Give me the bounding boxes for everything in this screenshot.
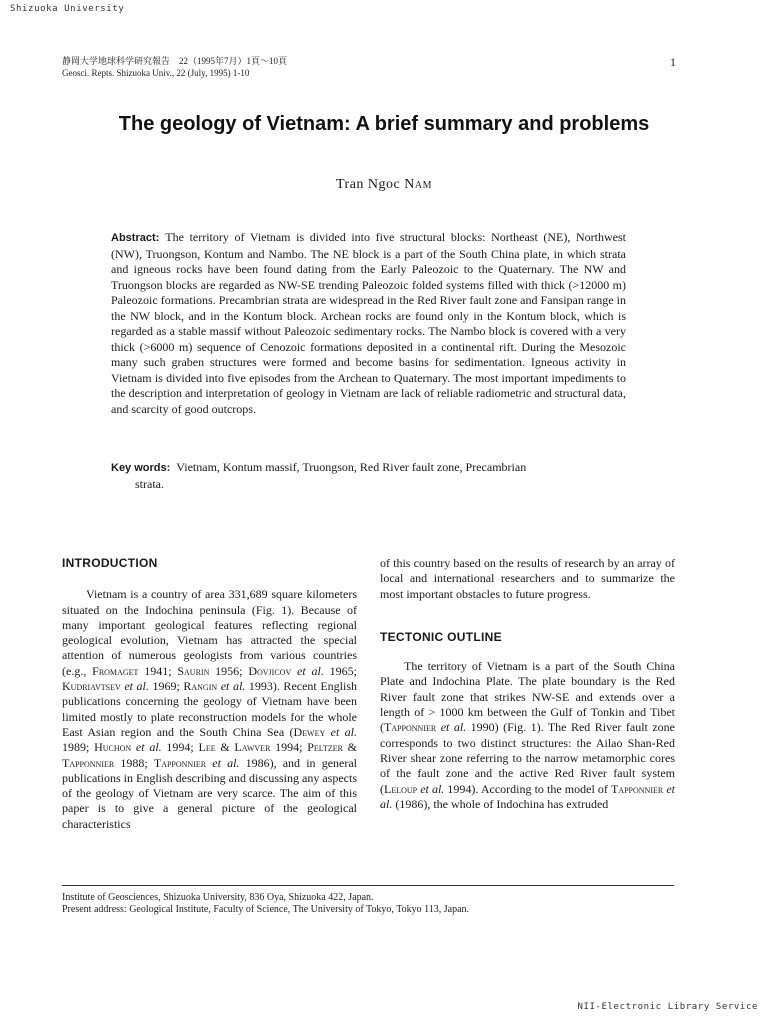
keywords-line1: Vietnam, Kontum massif, Truongson, Red River fault zone, Precambrian: [176, 460, 527, 474]
right-column: [380, 556, 675, 812]
cite-author: Kudriavtsev: [62, 679, 121, 694]
intro-text: 1988;: [114, 755, 154, 770]
footnote-present-address: Present address: Geological Institute, Faculty of Science, The University of Tokyo, Tokyo 113, Japan.: [62, 903, 470, 915]
tectonic-text: (1986), the whole of Indochina has extruded: [392, 796, 609, 811]
cite-author: Tapponnier: [384, 720, 437, 735]
page-number: 1: [670, 55, 676, 69]
et-al: et al.: [291, 663, 324, 678]
tectonic-text: 1994). According to the model of: [444, 781, 611, 796]
cite-author: Rangin: [183, 679, 218, 694]
cite-author: Huchon: [94, 740, 132, 755]
tectonic-outline-heading: TECTONIC OUTLINE: [380, 629, 502, 644]
watermark-bottom: NII-Electronic Library Service: [577, 1002, 758, 1012]
cite-author: Peltzer & Tapponnier: [62, 740, 357, 770]
intro-text: 1969;: [148, 679, 184, 694]
watermark-top: Shizuoka University: [10, 4, 125, 14]
abstract-text: The territory of Vietnam is divided into five structural blocks: Northeast (NE), Northwest (NW), Truongson, Kontum and Nambo. The NE block is a part of the South China plate, in which strata and igneous rocks have been found dating from the Early Paleozoic to the Quaternary. The NW and Truongson blocks are regarded as NW-SE trending Paleozoic folded systems filled with thick (>12000 m) Paleozoic formations. Precambrian strata are widespread in the Red River fault zone and Fansipan range in the NW block, and in the Kontum block. Archean rocks are found only in the Kontum block, which is regarded as a stable massif without Paleozoic sedimentary rocks. The Nambo block is covered with a very thick (>6000 m) sequence of Cenozoic formations deposited in a continental rift. During the Mesozoic many such graben structures were formed and become basins for sedimentation. Igneous activity in Vietnam is divided into five episodes from the Archean to Quaternary. The most important impediments to the description and interpretation of geology in Vietnam are lack of reliable radiometric and structural data, and scarcity of good outcrops.: [111, 230, 626, 416]
citation-english: Geosci. Repts. Shizuoka Univ., 22 (July, 1995) 1-10: [62, 68, 250, 78]
et-al: et al.: [417, 781, 445, 796]
cite-author: Dovjicov: [248, 663, 292, 678]
author-given-name: Tran Ngoc: [336, 177, 401, 192]
tectonic-text: The territory of Vietnam is a part of the South China Plate and Indochina Plate. The plate boundary is the Red River fault zone that strikes NW-SE and extends over a length of > 1000 km between the Gulf of Tonkin and Tibet (: [380, 659, 675, 735]
cite-author: Fromaget: [92, 663, 139, 678]
intro-text: 1994;: [270, 740, 308, 755]
cite-author: Tapponnier: [153, 755, 207, 770]
keywords-line2: strata.: [135, 476, 164, 491]
keywords-label: Key words:: [111, 462, 171, 474]
cite-author: Saurin: [177, 663, 210, 678]
abstract: [111, 230, 626, 417]
continued-paragraph: of this country based on the results of research by an array of local and international researchers and to summarize the most important obstacles to future progress.: [380, 556, 675, 601]
author-family-name: Nam: [404, 177, 432, 192]
et-al: et al.: [325, 724, 357, 739]
intro-text: 1993). Recent English publications concerning the geology of Vietnam have been limited mostly to plate reconstruction models for the whole East Asian region and the South China Sea (: [62, 679, 357, 739]
left-column: [62, 556, 357, 832]
cite-author: Leloup: [384, 781, 418, 796]
cite-author: Dewey: [293, 724, 326, 739]
et-al: et al.: [380, 781, 675, 811]
paper-title: The geology of Vietnam: A brief summary and problems: [118, 113, 650, 135]
et-al: et al.: [120, 679, 149, 694]
intro-text: 1986), and in general publications in English describing and discussing any aspects of the geology of Vietnam are very scarce. The aim of this paper is to give a general picture of the geological characteristics: [62, 755, 357, 831]
footnote-affiliation: Institute of Geosciences, Shizuoka University, 836 Oya, Shizuoka 422, Japan.: [62, 892, 374, 903]
keywords: [111, 460, 631, 492]
tectonic-outline-paragraph: [380, 659, 675, 812]
intro-text: 1965;: [323, 663, 357, 678]
intro-text: Vietnam is a country of area 331,689 square kilometers situated on the Indochina peninsula (Fig. 1). Because of many important geological features reflecting regional geological evolution, Vietnam has attracted the special attention of numerous geologists from various countries (e.g.,: [62, 587, 357, 678]
tectonic-text: 1990) (Fig. 1). The Red River fault zone corresponds to two distinct structures: the Ailao Shan-Red River shear zone referring to the narrow metamorphic cores of the fault zone and the active Red River fault system (: [380, 720, 675, 796]
abstract-label: Abstract:: [111, 232, 160, 244]
et-al: et al.: [131, 740, 162, 755]
affiliation-footnote: [62, 892, 469, 915]
cite-author: Tapponnier: [611, 781, 664, 796]
et-al: et al.: [436, 720, 467, 735]
et-al: et al.: [217, 679, 246, 694]
citation-japanese: 静岡大学地球科学研究報告 22（1995年7月）1頁〜10頁: [62, 56, 288, 66]
intro-text: 1994;: [161, 740, 199, 755]
author-line: [0, 177, 768, 193]
cite-author: Lee & Lawver: [198, 740, 271, 755]
intro-text: 1989;: [62, 740, 95, 755]
introduction-paragraph: [62, 587, 357, 832]
journal-citation: [62, 55, 287, 79]
intro-text: 1941;: [138, 663, 178, 678]
introduction-heading: INTRODUCTION: [62, 556, 158, 570]
et-al: et al.: [206, 755, 240, 770]
footnote-divider: [62, 885, 674, 886]
intro-text: 1956;: [209, 663, 249, 678]
